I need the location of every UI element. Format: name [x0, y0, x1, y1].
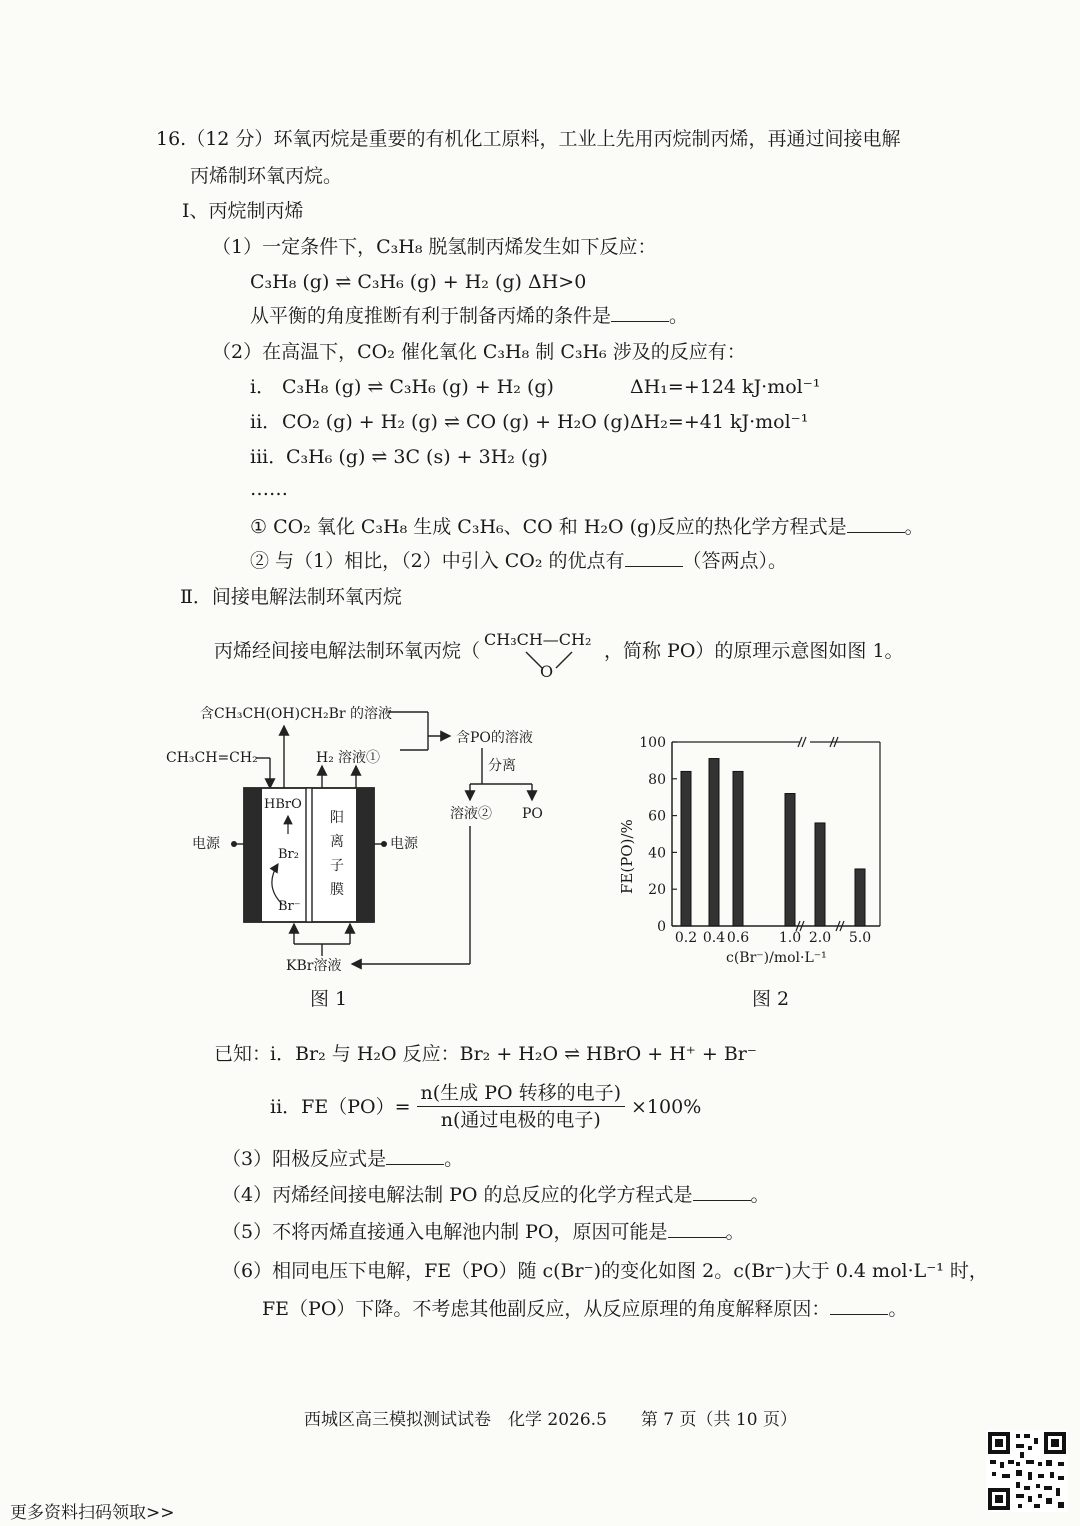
question-5-text: （5）不将丙烯直接通入电解池内制 PO，原因可能是	[222, 1221, 668, 1243]
question-number: 16.	[156, 128, 187, 150]
membrane-char-4: 膜	[330, 882, 344, 898]
question-3	[222, 1146, 463, 1172]
sub-question-2-tail: （答两点）。	[682, 550, 788, 572]
question-header	[156, 126, 900, 152]
x-tick-label: 0.4	[702, 930, 726, 946]
reaction-i-dh: ΔH₁=+124 kJ·mol⁻¹	[630, 376, 821, 398]
fig2-caption: 图 2	[752, 988, 790, 1010]
sub-question-2-text: ② 与（1）相比，（2）中引入 CO₂ 的优点有	[250, 550, 625, 572]
anode-electrode	[244, 788, 262, 922]
answer-blank[interactable]	[847, 514, 905, 533]
bar	[815, 823, 825, 926]
chart-y-label: FE(PO)/%	[618, 819, 636, 894]
x-tick-label: 2.0	[808, 930, 832, 946]
reaction-i-label: i．	[250, 376, 276, 398]
po-structure-oxygen: O	[540, 662, 554, 681]
sub-question-1: ① CO₂ 氧化 C₃H₈ 生成 C₃H₆、CO 和 H₂O (g)反应的热化学方程式是 。	[250, 516, 924, 538]
fig1-po-label: PO	[522, 806, 543, 822]
question-4-end: 。	[750, 1184, 770, 1206]
x-tick-label: 0.2	[674, 930, 698, 946]
membrane-char-2: 离	[330, 834, 344, 850]
x-tick-label: 0.6	[726, 930, 750, 946]
part2-intro-pre: 丙烯经间接电解法制环氧丙烷（	[214, 640, 481, 662]
q2-text: （2）在高温下，CO₂ 催化氧化 C₃H₈ 制 C₃H₆ 涉及的反应有：	[212, 341, 746, 363]
fig1-separate-label: 分离	[488, 758, 516, 774]
membrane-line	[306, 788, 312, 922]
answer-blank[interactable]	[611, 303, 669, 322]
axis-break-mark	[802, 737, 806, 747]
y-tick-label: 60	[648, 808, 666, 825]
fig1-top-label: 含CH₃CH(OH)CH₂Br 的溶液	[200, 706, 393, 722]
bar	[733, 771, 743, 926]
answer-blank[interactable]	[386, 1146, 444, 1165]
fig1-kbr-label: KBr溶液	[286, 958, 342, 974]
fraction-denominator: n(通过电极的电子)	[440, 1109, 601, 1131]
y-tick-label: 80	[648, 771, 666, 788]
question-4	[222, 1182, 770, 1208]
membrane-char-3: 子	[330, 858, 344, 874]
question-5-end: 。	[725, 1221, 745, 1243]
fig1-br2-label: Br₂	[278, 847, 299, 862]
q1-text: （1）一定条件下，C₃H₈ 脱氢制丙烯发生如下反应：	[212, 236, 657, 258]
page-footer: 西城区高三模拟测试试卷 化学 2026.5 第 7 页（共 10 页）	[304, 1410, 797, 1430]
reaction-ii-eq: CO₂ (g) + H₂ (g) ⇌ CO (g) + H₂O (g)	[282, 411, 630, 433]
question-intro: 环氧丙烷是重要的有机化工原料，工业上先用丙烷制丙烯，再通过间接电解	[273, 128, 901, 150]
reaction-ii-dh: ΔH₂=+41 kJ·mol⁻¹	[630, 411, 809, 433]
question-intro-cont: 丙烯制环氧丙烷。	[190, 165, 343, 187]
scan-qr-note[interactable]: 更多资料扫码领取>>	[10, 1503, 175, 1523]
q1-ask: 从平衡的角度推断有利于制备丙烯的条件是 。	[250, 305, 689, 327]
q1-ask-text: 从平衡的角度推断有利于制备丙烯的条件是	[250, 305, 612, 327]
part1-title: Ⅰ、丙烷制丙烯	[182, 200, 304, 222]
reaction-ii-label: ii．	[250, 411, 282, 433]
electrolysis-diagram	[160, 696, 560, 976]
sub-question-1-text: ① CO₂ 氧化 C₃H₈ 生成 C₃H₆、CO 和 H₂O (g)反应的热化学方程式是	[250, 516, 847, 538]
reaction-i-eq: C₃H₈ (g) ⇌ C₃H₆ (g) + H₂ (g)	[282, 376, 554, 398]
po-structure-formula: CH₃CH—CH₂	[484, 630, 592, 649]
fig1-caption: 图 1	[310, 988, 348, 1010]
x-tick-label: 1.0	[778, 930, 802, 946]
fig1-sol1-label: 溶液①	[338, 750, 380, 766]
reaction-iii-label: iii．	[250, 446, 288, 468]
fig1-feed-label: CH₃CH=CH₂	[166, 750, 258, 766]
y-tick-label: 20	[648, 882, 666, 899]
answer-blank[interactable]	[625, 548, 683, 567]
reaction-iii-eq: C₃H₆ (g) ⇌ 3C (s) + 3H₂ (g)	[286, 446, 548, 468]
fig1-hbro-label: HBrO	[264, 797, 302, 812]
q1-equation: C₃H₈ (g) ⇌ C₃H₆ (g) + H₂ (g) ΔH>0	[250, 271, 587, 293]
power-left-label: 电源	[192, 836, 220, 852]
fig1-h2-label: H₂	[316, 750, 334, 766]
bar	[785, 794, 795, 926]
question-5	[222, 1219, 745, 1245]
chart-x-label: c(Br⁻)/mol·L⁻¹	[726, 950, 827, 966]
x-tick-label: 5.0	[848, 930, 872, 946]
known-i: i．Br₂ 与 H₂O 反应：Br₂ + H₂O ⇌ HBrO + H⁺ + Br⁻	[270, 1043, 757, 1065]
ellipsis: ……	[250, 478, 288, 500]
cathode-electrode	[356, 788, 374, 922]
answer-blank[interactable]	[830, 1296, 888, 1315]
y-tick-label: 40	[648, 845, 666, 862]
y-tick-label: 0	[657, 919, 666, 935]
known-ii-post: ×100%	[631, 1095, 702, 1118]
answer-blank[interactable]	[693, 1182, 751, 1201]
y-tick-label: 100	[639, 735, 666, 751]
known-ii	[270, 1080, 701, 1133]
fig1-brm-label: Br⁻	[278, 899, 301, 914]
power-right-label: 电源	[390, 836, 418, 852]
bar	[681, 771, 691, 926]
fe-fraction	[417, 1080, 626, 1133]
answer-blank[interactable]	[668, 1219, 726, 1238]
part2-title: Ⅱ．间接电解法制环氧丙烷	[180, 586, 402, 608]
question-6-cont	[262, 1296, 907, 1322]
known-label: 已知：	[214, 1043, 272, 1065]
question-3-end: 。	[444, 1148, 464, 1170]
qr-code-icon[interactable]	[986, 1430, 1068, 1512]
fig1-po-solution-label: 含PO的溶液	[456, 730, 533, 746]
fig1-sol2-label: 溶液②	[450, 806, 492, 822]
bar	[709, 759, 719, 926]
part2-intro-post: ，简称 PO）的原理示意图如图 1。	[604, 640, 904, 662]
question-points: （12 分）	[186, 128, 274, 150]
fraction-numerator: n(生成 PO 转移的电子)	[417, 1080, 626, 1107]
question-3-text: （3）阳极反应式是	[222, 1148, 387, 1170]
bar	[855, 869, 865, 926]
membrane-char-1: 阳	[330, 810, 344, 826]
known-ii-pre: ii．FE（PO）=	[270, 1095, 411, 1118]
question-6: （6）相同电压下电解，FE（PO）随 c(Br⁻)的变化如图 2。c(Br⁻)大于 0.4 mol·L⁻¹ 时，	[222, 1260, 988, 1282]
question-6-cont-text: FE（PO）下降。不考虑其他副反应，从反应原理的角度解释原因：	[262, 1298, 831, 1320]
question-6-end: 。	[888, 1298, 908, 1320]
question-4-text: （4）丙烯经间接电解法制 PO 的总反应的化学方程式是	[222, 1184, 693, 1206]
sub-question-2	[250, 548, 787, 574]
fe-po-bar-chart	[610, 724, 900, 974]
